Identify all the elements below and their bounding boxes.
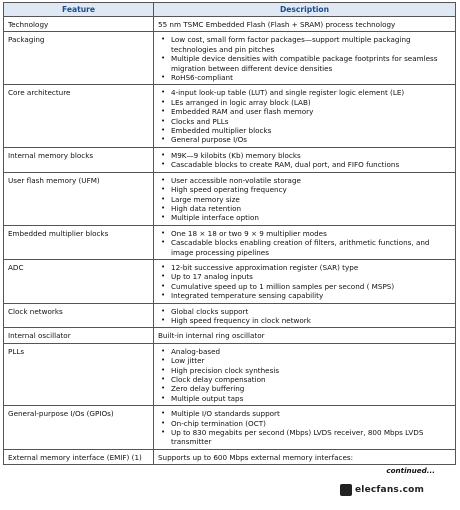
- feature-cell: PLLs: [4, 343, 154, 405]
- bullet-item: • 12-bit successive approximation register (SAR) type: [158, 263, 451, 272]
- watermark: [340, 483, 452, 497]
- feature-cell: Technology: [4, 17, 154, 32]
- bullet-item: • Up to 830 megabits per second (Mbps) LVDS receiver, 800 Mbps LVDS transmitter: [158, 428, 451, 447]
- bullet-item: • Embedded RAM and user flash memory: [158, 107, 451, 116]
- description-text: Built-in internal ring oscillator: [158, 331, 265, 341]
- feature-cell: Clock networks: [4, 303, 154, 328]
- bullet-list: [158, 151, 451, 170]
- description-cell: [154, 343, 456, 405]
- bullet-item: • Cascadable blocks to create RAM, dual port, and FIFO functions: [158, 160, 451, 169]
- feature-table-container: [3, 2, 455, 475]
- description-cell: [154, 17, 456, 32]
- bullet-item: • High speed operating frequency: [158, 185, 451, 194]
- bullet-item: • Zero delay buffering: [158, 384, 451, 393]
- bullet-item: • Clock delay compensation: [158, 375, 451, 384]
- feature-cell: Core architecture: [4, 85, 154, 147]
- bullet-item: • Analog-based: [158, 347, 451, 356]
- table-row: [4, 259, 456, 303]
- feature-cell: Internal memory blocks: [4, 147, 154, 172]
- bullet-item: • Up to 17 analog inputs: [158, 272, 451, 281]
- bullet-list: [158, 347, 451, 403]
- bullet-list: [158, 176, 451, 223]
- description-text: 55 nm TSMC Embedded Flash (Flash + SRAM) process technology: [158, 20, 396, 29]
- description-cell: [154, 85, 456, 147]
- description-text: Supports up to 600 Mbps external memory interfaces:: [158, 452, 354, 462]
- feature-cell: Internal oscillator: [4, 328, 154, 343]
- description-cell: [154, 147, 456, 172]
- description-cell: [154, 449, 456, 464]
- bullet-item: • High precision clock synthesis: [158, 366, 451, 375]
- bullet-item: • Multiple I/O standards support: [158, 409, 451, 418]
- bullet-item: • RoHS6-compliant: [158, 73, 451, 82]
- description-cell: [154, 32, 456, 85]
- bullet-item: • LEs arranged in logic array block (LAB): [158, 98, 451, 107]
- bullet-item: • Multiple output taps: [158, 394, 451, 403]
- description-cell: [154, 225, 456, 259]
- bullet-item: • Large memory size: [158, 195, 451, 204]
- bullet-item: • Multiple device densities with compatible package footprints for seamless migration between different device densities: [158, 54, 451, 73]
- bullet-item: • General purpose I/Os: [158, 135, 451, 144]
- feature-cell: General-purpose I/Os (GPIOs): [4, 406, 154, 450]
- watermark-text: elecfans.com: [355, 485, 425, 495]
- table-row: [4, 225, 456, 259]
- description-cell: [154, 259, 456, 303]
- feature-cell: Embedded multiplier blocks: [4, 225, 154, 259]
- bullet-item: • M9K—9 kilobits (Kb) memory blocks: [158, 151, 451, 160]
- feature-cell: ADC: [4, 259, 154, 303]
- table-row: [4, 32, 456, 85]
- bullet-list: [158, 229, 451, 257]
- bullet-item: • Cascadable blocks enabling creation of filters, arithmetic functions, and image processing pipelines: [158, 238, 451, 257]
- feature-table: [3, 2, 456, 465]
- feature-cell: User flash memory (UFM): [4, 172, 154, 225]
- bullet-list: [158, 35, 451, 82]
- bullet-item: • Multiple interface option: [158, 213, 451, 222]
- table-header-row: [4, 3, 456, 17]
- feature-cell: External memory interface (EMIF) (1): [4, 449, 154, 464]
- description-cell: [154, 406, 456, 450]
- bullet-item: • User accessible non-volatile storage: [158, 176, 451, 185]
- bullet-item: • Low jitter: [158, 356, 451, 365]
- bullet-list: [158, 307, 451, 326]
- table-row: [4, 172, 456, 225]
- watermark-logo-icon: [340, 484, 352, 496]
- description-column-header: Description: [154, 3, 456, 17]
- continued-note: continued...: [386, 466, 435, 476]
- bullet-item: • Low cost, small form factor packages—support multiple packaging technologies and pin pitches: [158, 35, 451, 54]
- bullet-item: • 4-input look-up table (LUT) and single register logic element (LE): [158, 88, 451, 97]
- bullet-item: • On-chip termination (OCT): [158, 419, 451, 428]
- table-row: [4, 328, 456, 343]
- bullet-item: • Global clocks support: [158, 307, 451, 316]
- table-body: [4, 17, 456, 465]
- bullet-item: • Clocks and PLLs: [158, 117, 451, 126]
- table-row: [4, 85, 456, 147]
- description-cell: [154, 303, 456, 328]
- bullet-list: [158, 409, 451, 447]
- bullet-item: • One 18 × 18 or two 9 × 9 multiplier modes: [158, 229, 451, 238]
- bullet-item: • Embedded multiplier blocks: [158, 126, 451, 135]
- table-row: [4, 343, 456, 405]
- feature-column-header: Feature: [4, 3, 154, 17]
- table-row: [4, 303, 456, 328]
- table-row: [4, 17, 456, 32]
- description-cell: [154, 328, 456, 343]
- table-row: [4, 406, 456, 450]
- feature-cell: Packaging: [4, 32, 154, 85]
- table-row: [4, 147, 456, 172]
- table-row: [4, 449, 456, 464]
- bullet-list: [158, 263, 451, 301]
- bullet-item: • Integrated temperature sensing capability: [158, 291, 451, 300]
- bullet-item: • Cumulative speed up to 1 million samples per second ( MSPS): [158, 282, 451, 291]
- bullet-list: [158, 88, 451, 144]
- bullet-item: • High data retention: [158, 204, 451, 213]
- bullet-item: • High speed frequency in clock network: [158, 316, 451, 325]
- description-cell: [154, 172, 456, 225]
